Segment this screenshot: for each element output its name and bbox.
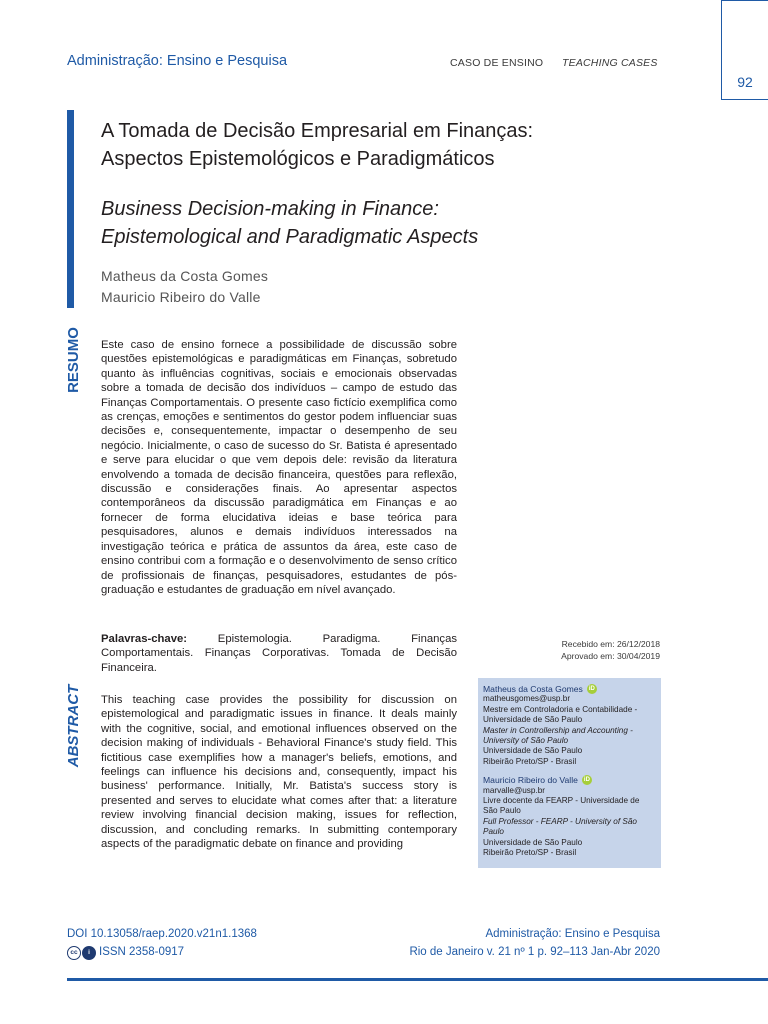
author-role-en: Master in Controllership and Accounting - University of São Paulo bbox=[483, 725, 633, 746]
page-number: 92 bbox=[737, 74, 753, 90]
keywords-label: Palavras-chave: bbox=[101, 633, 188, 645]
author-email[interactable]: marvalle@usp.br bbox=[483, 785, 546, 795]
author-name: Mauricio Ribeiro do Valle bbox=[101, 289, 261, 305]
author-card-name: Mauricio Ribeiro do Valle iD bbox=[483, 775, 590, 786]
resumo-text: Este caso de ensino fornece a possibilidade de discussão sobre questões epistemológicas e paradigmáticas em Finanças, sobretudo quanto às influências cognitivas, sociais e emocionais observadas sobre a tomada de decisão dos indivíduos – campo de estudo das Finanças Comportamentais. O presente caso fictício exemplifica como as crenças, emoções e sentimentos do gestor podem influenciar suas decisões e, consequentemente, impactar o desempenho de seu negócio. Inicialmente, o caso de sucesso do Sr. Batista é apresentado e serve para elucidar o que vem depois dele: revisão da literatura envolvendo a tomada de decisão financeira, questões para reflexão, discussão e considerações finais. Ao apresentar aspectos contemporâneos da discussão paradigmática em Finanças e ao fornecer de forma elucidativa ideias e base teórica para pesquisadores, alunos e demais indivíduos interessados na investigação teórica e prática de assuntos da área, este caso de ensino contribui com a formação e o desenvolvimento de senso crítico de profissionais de finanças, pesquisadores, estudantes de pós-graduação e estudantes de graduação em nível avançado. bbox=[101, 339, 457, 596]
author-card-name: Matheus da Costa Gomes iD bbox=[483, 684, 595, 694]
license-icons[interactable] bbox=[67, 946, 96, 960]
orcid-icon[interactable]: iD bbox=[588, 686, 595, 693]
author-institution: Universidade de São Paulo bbox=[483, 837, 583, 847]
title-english bbox=[101, 195, 661, 251]
author-email[interactable]: matheusgomes@usp.br bbox=[483, 694, 571, 704]
author-institution: Universidade de São Paulo bbox=[483, 746, 583, 756]
title-pt-line-2: Aspectos Epistemológicos e Paradigmáticos bbox=[101, 148, 495, 170]
resumo-label: RESUMO bbox=[65, 327, 82, 393]
abstract-text: This teaching case provides the possibility for discussion on epistemological and paradigmatic issues in finance. It deals mainly with the cognitive, social, and emotional influences observed on the decision making of individuals - Behavioral Finance's study field. This fictitious case exemplifies how a manager's beliefs, emotions, and feelings can influence his decisions and, consequently, impact his business' performance. Initially, Mr. Batista's success story is presented and serves to elucidate what comes after that: a literature review involving financial decision making, issues for reflection, discussion, and concluding remarks. In submitting contemporary aspects of the paradigmatic debate on finance and providing bbox=[101, 694, 457, 851]
citation: Rio de Janeiro v. 21 nº 1 p. 92–113 Jan-Abr 2020 bbox=[409, 946, 660, 958]
author-role-pt: Mestre em Controladoria e Contabilidade - Universidade de São Paulo bbox=[483, 704, 638, 725]
cc-icon: cc bbox=[67, 946, 81, 960]
footer-journal-name: Administração: Ensino e Pesquisa bbox=[485, 928, 660, 940]
title-portuguese bbox=[101, 117, 661, 173]
keywords bbox=[101, 632, 457, 675]
case-label: CASO DE ENSINO bbox=[450, 57, 544, 69]
author-name: Matheus da Costa Gomes bbox=[101, 268, 269, 284]
title-en-line-2: Epistemological and Paradigmatic Aspects bbox=[101, 226, 479, 248]
orcid-icon[interactable]: iD bbox=[583, 777, 590, 784]
author-location: Ribeirão Preto/SP - Brasil bbox=[483, 848, 577, 858]
author-role-en: Full Professor - FEARP - University of São Paulo bbox=[483, 816, 637, 837]
footer-rule bbox=[67, 978, 768, 981]
author-card-block bbox=[483, 775, 656, 858]
received-date: Recebido em: 26/12/2018 bbox=[561, 639, 660, 649]
author-role-pt: Livre docente da FEARP - Universidade de São Paulo bbox=[483, 796, 640, 816]
doi-link[interactable]: DOI 10.13058/raep.2020.v21n1.1368 bbox=[67, 928, 257, 940]
title-en-line-1: Business Decision-making in Finance: bbox=[101, 198, 439, 220]
keywords-list: Epistemologia. Paradigma. Finanças Comportamentais. Finanças Corporativas. Tomada de Decisão Financeira. bbox=[101, 633, 457, 674]
approved-date: Aprovado em: 30/04/2019 bbox=[561, 651, 660, 661]
case-label-en: TEACHING CASES bbox=[562, 57, 658, 69]
issn: ISSN 2358-0917 bbox=[99, 946, 185, 958]
abstract-label: ABSTRACT bbox=[65, 684, 82, 768]
title-accent-bar bbox=[67, 110, 74, 308]
author-card-block bbox=[483, 684, 656, 767]
title-pt-line-1: A Tomada de Decisão Empresarial em Finanças: bbox=[101, 120, 534, 142]
author-info-card bbox=[478, 678, 661, 868]
author-location: Ribeirão Preto/SP - Brasil bbox=[483, 756, 577, 766]
by-icon: i bbox=[82, 946, 96, 960]
journal-name: Administração: Ensino e Pesquisa bbox=[67, 53, 288, 69]
